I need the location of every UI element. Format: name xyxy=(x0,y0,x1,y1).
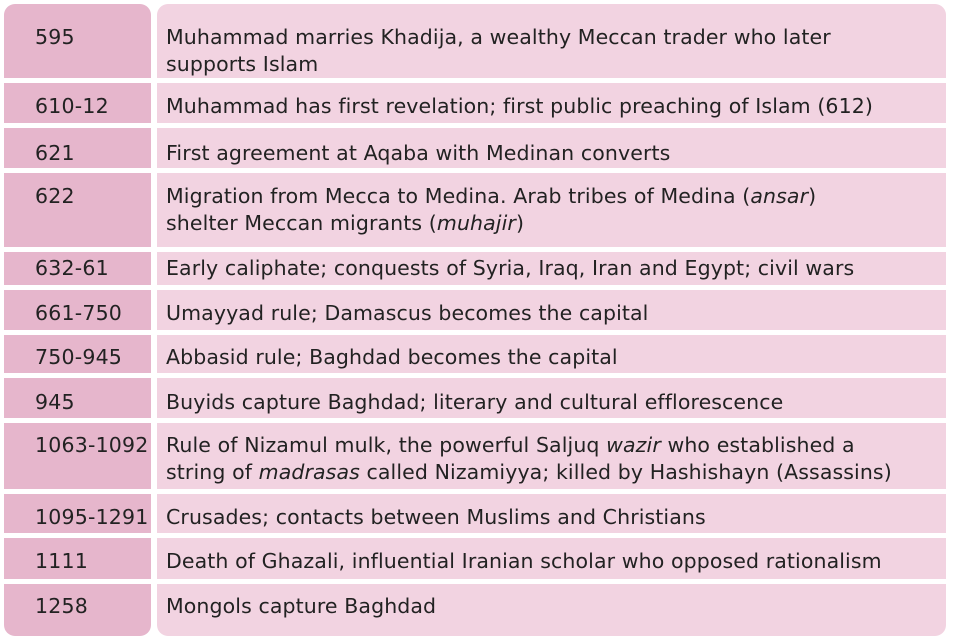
table-row xyxy=(0,83,955,128)
text-run: Abbasid rule; Baghdad becomes the capital xyxy=(166,345,618,369)
italic-term: muhajir xyxy=(436,211,516,235)
event-text-line xyxy=(166,183,955,210)
row-event xyxy=(166,93,955,120)
row-event xyxy=(166,183,955,237)
event-text-line xyxy=(166,389,955,416)
row-event xyxy=(166,389,955,416)
text-run: Early caliphate; conquests of Syria, Iraq, Iran and Egypt; civil wars xyxy=(166,256,855,280)
text-run: Umayyad rule; Damascus becomes the capital xyxy=(166,301,649,325)
text-run: Death of Ghazali, influential Iranian scholar who opposed rationalism xyxy=(166,549,882,573)
row-date: 621 xyxy=(35,141,75,165)
text-run: Migration from Mecca to Medina. Arab tribes of Medina ( xyxy=(166,184,751,208)
row-date: 622 xyxy=(35,184,75,208)
row-date: 750-945 xyxy=(35,345,123,369)
event-text-line xyxy=(166,51,955,78)
row-date: 632-61 xyxy=(35,256,109,280)
text-run: who established a xyxy=(660,433,855,457)
table-row xyxy=(0,252,955,290)
table-row xyxy=(0,538,955,584)
text-run: supports Islam xyxy=(166,52,319,76)
event-text-line xyxy=(166,300,955,327)
text-run: shelter Meccan migrants ( xyxy=(166,211,437,235)
row-date: 1258 xyxy=(35,594,88,618)
event-text-line xyxy=(166,93,955,120)
event-text-line xyxy=(166,140,955,167)
table-row xyxy=(0,290,955,335)
text-run: Muhammad has first revelation; first public preaching of Islam (612) xyxy=(166,94,873,118)
table-row xyxy=(0,584,955,636)
text-run: Buyids capture Baghdad; literary and cultural efflorescence xyxy=(166,390,784,414)
event-text-line xyxy=(166,593,955,620)
text-run: Rule of Nizamul mulk, the powerful Saljuq xyxy=(166,433,607,457)
row-event xyxy=(166,140,955,167)
row-date: 945 xyxy=(35,390,75,414)
text-run: Muhammad marries Khadija, a wealthy Meccan trader who later xyxy=(166,25,831,49)
table-row xyxy=(0,0,955,83)
row-date: 610-12 xyxy=(35,94,109,118)
event-text-line xyxy=(166,548,955,575)
table-row xyxy=(0,335,955,378)
italic-term: ansar xyxy=(750,184,809,208)
row-event xyxy=(166,24,955,78)
table-row xyxy=(0,494,955,538)
row-date: 595 xyxy=(35,25,75,49)
text-run: Crusades; contacts between Muslims and Christians xyxy=(166,505,706,529)
event-text-line xyxy=(166,504,955,531)
table-row xyxy=(0,173,955,252)
row-event xyxy=(166,255,955,282)
row-date: 1063-1092 xyxy=(35,433,149,457)
row-event xyxy=(166,593,955,620)
italic-term: wazir xyxy=(606,433,661,457)
text-run: Mongols capture Baghdad xyxy=(166,594,437,618)
row-event xyxy=(166,548,955,575)
event-text-line xyxy=(166,24,955,51)
row-event xyxy=(166,504,955,531)
event-text-line xyxy=(166,459,955,486)
row-event xyxy=(166,432,955,486)
text-run: ) xyxy=(808,184,817,208)
row-date: 1111 xyxy=(35,549,88,573)
table-row xyxy=(0,128,955,173)
italic-term: madrasas xyxy=(258,460,360,484)
event-text-line xyxy=(166,210,955,237)
table-row xyxy=(0,423,955,494)
row-date: 661-750 xyxy=(35,301,123,325)
row-date: 1095-1291 xyxy=(35,505,149,529)
text-run: called Nizamiyya; killed by Hashishayn (Assassins) xyxy=(359,460,892,484)
row-event xyxy=(166,300,955,327)
event-text-line xyxy=(166,344,955,371)
event-text-line xyxy=(166,255,955,282)
text-run: First agreement at Aqaba with Medinan converts xyxy=(166,141,671,165)
table-row xyxy=(0,378,955,423)
text-run: string of xyxy=(166,460,259,484)
text-run: ) xyxy=(515,211,525,235)
event-text-line xyxy=(166,432,955,459)
row-event xyxy=(166,344,955,371)
